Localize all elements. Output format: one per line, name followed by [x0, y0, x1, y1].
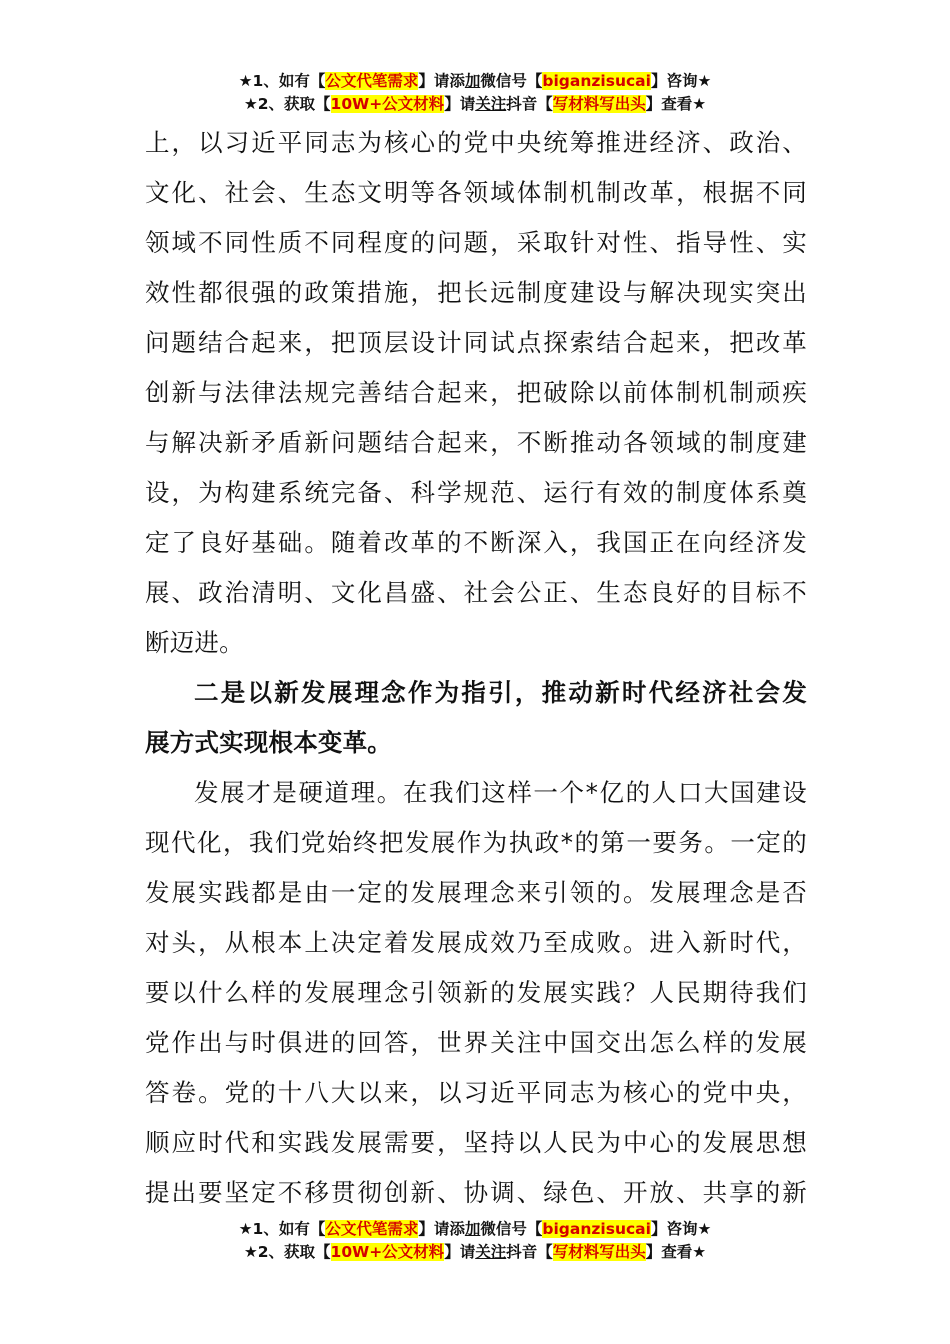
banner-highlight: 公文代笔需求	[325, 72, 419, 90]
banner-text: 】请	[444, 95, 476, 113]
text-line: 定了良好基础。随着改革的不断深入，我国正在向经济发	[145, 528, 807, 557]
section-heading: 展方式实现根本变革。	[145, 728, 392, 757]
text-line: 对头，从根本上决定着发展成效乃至成败。进入新时代，	[145, 928, 807, 957]
text-line: 与解决新矛盾新问题结合起来，不断推动各领域的制度建	[145, 428, 807, 457]
text-line: 党作出与时俱进的回答，世界关注中国交出怎么样的发展	[145, 1028, 807, 1057]
text-line: 领域不同性质不同程度的问题，采取针对性、指导性、实	[145, 228, 807, 257]
banner-text: 】请	[444, 1243, 476, 1261]
text-line: 现代化，我们党始终把发展作为执政*的第一要务。一定的	[145, 828, 807, 857]
banner-text: ★1、如有【	[238, 72, 326, 90]
text-line: 要以什么样的发展理念引领新的发展实践？人民期待我们	[145, 978, 807, 1007]
banner-highlight: 10W+公文材料	[330, 1243, 445, 1261]
document-body	[145, 118, 807, 1218]
text-line: 文化、社会、生态文明等各领域体制机制改革，根据不同	[145, 178, 807, 207]
banner-text: 】咨询★	[650, 72, 712, 90]
banner-text: ★2、获取【	[243, 1243, 331, 1261]
text-line: 发展才是硬道理。在我们这样一个*亿的人口大国建设	[194, 778, 807, 807]
banner-text: ★2、获取【	[243, 95, 331, 113]
text-line: 展、政治清明、文化昌盛、社会公正、生态良好的目标不	[145, 578, 807, 607]
banner-douyin-id: 写材料写出头	[552, 95, 646, 113]
banner-line-1	[0, 70, 950, 93]
banner-underlined: 加	[464, 1220, 481, 1238]
banner-text: 抖音【	[506, 95, 553, 113]
banner-text: 】请添	[418, 72, 465, 90]
banner-text: 】查看★	[645, 1243, 707, 1261]
banner-text: 】查看★	[645, 95, 707, 113]
text-line: 效性都很强的政策措施，把长远制度建设与解决现实突出	[145, 278, 807, 307]
text-line: 断迈进。	[145, 628, 244, 657]
banner-highlight: 10W+公文材料	[330, 95, 445, 113]
banner-text: 】咨询★	[650, 1220, 712, 1238]
banner-text: 微信号【	[480, 1220, 543, 1238]
banner-line-1	[0, 1218, 950, 1241]
banner-wechat-id: biganzisucai	[542, 72, 651, 90]
text-line: 提出要坚定不移贯彻创新、协调、绿色、开放、共享的新	[145, 1178, 807, 1207]
banner-line-2	[0, 1241, 950, 1264]
banner-underlined: 加	[464, 72, 481, 90]
section-heading: 二是以新发展理念作为指引，推动新时代经济社会发	[194, 678, 807, 707]
banner-text: 抖音【	[506, 1243, 553, 1261]
text-line: 发展实践都是由一定的发展理念来引领的。发展理念是否	[145, 878, 807, 907]
banner-wechat-id: biganzisucai	[542, 1220, 651, 1238]
banner-underlined: 关注	[475, 1243, 507, 1261]
text-line: 答卷。党的十八大以来，以习近平同志为核心的党中央，	[145, 1078, 807, 1107]
banner-line-2	[0, 93, 950, 116]
banner-underlined: 关注	[475, 95, 507, 113]
footer-banner	[0, 1218, 950, 1264]
banner-text: ★1、如有【	[238, 1220, 326, 1238]
text-line: 问题结合起来，把顶层设计同试点探索结合起来，把改革	[145, 328, 807, 357]
banner-douyin-id: 写材料写出头	[552, 1243, 646, 1261]
header-banner	[0, 70, 950, 116]
text-line: 设，为构建系统完备、科学规范、运行有效的制度体系奠	[145, 478, 807, 507]
banner-text: 】请添	[418, 1220, 465, 1238]
text-line: 顺应时代和实践发展需要，坚持以人民为中心的发展思想	[145, 1128, 807, 1157]
text-line: 上，以习近平同志为核心的党中央统筹推进经济、政治、	[145, 128, 807, 157]
banner-highlight: 公文代笔需求	[325, 1220, 419, 1238]
text-line: 创新与法律法规完善结合起来，把破除以前体制机制顽疾	[145, 378, 807, 407]
banner-text: 微信号【	[480, 72, 543, 90]
